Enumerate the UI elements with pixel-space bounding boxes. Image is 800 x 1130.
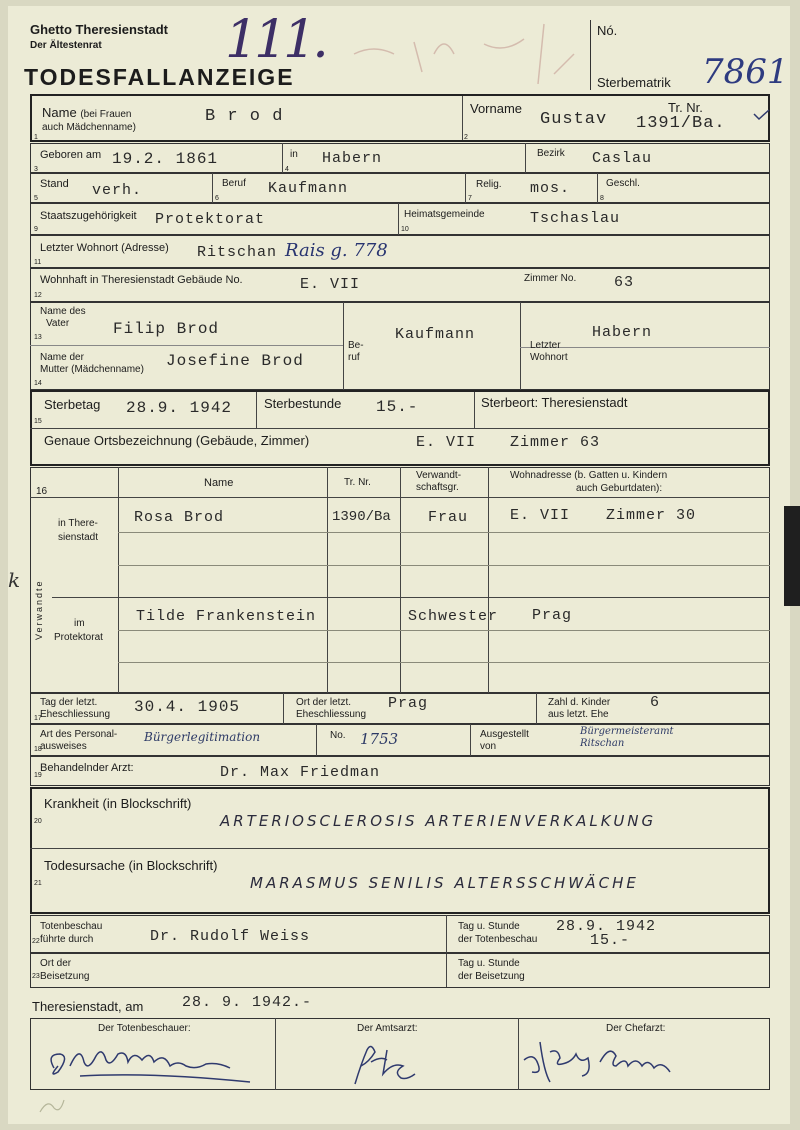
field-number-21: 21 — [34, 880, 42, 887]
ausweis-art-value: Bürgerlegitimation — [144, 730, 261, 744]
todesursache-label: Todesursache (in Blockschrift) — [44, 858, 218, 873]
name-label-note: auch Mädchenname) — [42, 122, 136, 133]
col-addr-header: Wohnadresse (b. Gatten u. Kindern — [510, 470, 668, 481]
totenbeschau-stunde-value: 15.- — [590, 932, 631, 949]
parents-beruf-label: Be- — [348, 340, 364, 351]
field-number-6: 6 — [215, 195, 219, 202]
ort-datum-label: Theresienstadt, am — [32, 999, 144, 1014]
field-number-4: 4 — [285, 166, 289, 173]
zimmer-label: Zimmer No. — [524, 273, 577, 284]
field-number-8: 8 — [600, 195, 604, 202]
geboren-value: 19.2. 1861 — [112, 150, 219, 168]
wohnort-typed: Ritschan — [197, 244, 278, 261]
birthplace-value: Habern — [322, 150, 383, 167]
totenbeschau-tag-value: 28.9. 1942 — [556, 918, 657, 935]
heimat-value: Tschaslau — [530, 210, 621, 227]
sig-chefarzt-label: Der Chefarzt: — [606, 1023, 666, 1034]
bezirk-value: Caslau — [592, 150, 653, 167]
trnr-value: 1391/Ba. — [636, 114, 726, 133]
krankheit-label: Krankheit (in Blockschrift) — [44, 796, 192, 811]
gebaeude-value: E. VII — [300, 276, 361, 293]
kinder-value: 6 — [650, 694, 661, 711]
col-addr-header-2: auch Geburtdaten): — [576, 483, 663, 494]
field-number-2: 2 — [464, 134, 468, 141]
ausgestellt-label: Ausgestellt — [480, 729, 529, 740]
totenbeschau-tag-label-2: der Totenbeschau — [458, 934, 538, 945]
field-number-23: 23 — [32, 973, 40, 980]
field-number-7: 7 — [468, 195, 472, 202]
citizenship-row — [30, 203, 770, 235]
mutter-label-2: Mutter (Mädchenname) — [40, 364, 144, 375]
ehe-ort-label-2: Eheschliessung — [296, 709, 367, 720]
ort-datum-value: 28. 9. 1942.- — [182, 994, 313, 1011]
todesursache-value: MARASMUS SENILIS ALTERSSCHWÄCHE — [250, 874, 639, 892]
faint-stamp — [344, 14, 584, 84]
doctor-row — [30, 756, 770, 786]
field-number-12: 12 — [34, 292, 42, 299]
relative-1-addr-room: Zimmer 30 — [606, 507, 697, 524]
trnr-label: Tr. Nr. — [668, 100, 703, 115]
parents-block — [30, 302, 770, 390]
ehe-tag-value: 30.4. 1905 — [134, 698, 241, 716]
vater-label: Name des — [40, 306, 86, 317]
relative-2-name: Tilde Frankenstein — [136, 608, 317, 625]
totenbeschau-label-2: führte durch — [40, 934, 94, 945]
field-number-10: 10 — [401, 226, 409, 233]
inspection-row — [30, 915, 770, 953]
col-verw-header-2: schaftsgr. — [416, 482, 459, 493]
parents-beruf-label-2: ruf — [348, 352, 360, 363]
ehe-ort-value: Prag — [388, 695, 429, 712]
letzter-wohnort-label: Letzter — [530, 340, 561, 351]
header-org-sub: Der Ältestenrat — [30, 40, 102, 51]
group-theresienstadt: in There- — [58, 518, 98, 529]
geboren-label: Geboren am — [40, 149, 102, 161]
relative-1-addr-building: E. VII — [510, 507, 571, 524]
group-protektorat: im — [74, 618, 85, 629]
wohnhaft-label: Wohnhaft in Theresienstadt Gebäude No. — [40, 274, 243, 286]
mutter-label: Name der — [40, 352, 84, 363]
field-number-11: 11 — [34, 259, 42, 266]
relative-1-trnr: 1390/Ba — [332, 509, 391, 525]
relative-1-verw: Frau — [428, 509, 469, 526]
field-number-17: 17 — [34, 715, 42, 722]
no-label: Nó. — [597, 23, 618, 38]
field-number-19: 19 — [34, 772, 42, 779]
signature-chefarzt — [520, 1032, 690, 1092]
krankheit-value: ARTERIOSCLEROSIS ARTERIENVERKALKUNG — [220, 812, 657, 830]
relative-2-verw: Schwester — [408, 608, 499, 625]
relative-1-name: Rosa Brod — [134, 509, 225, 526]
signature-totenbeschauer — [40, 1040, 270, 1090]
ehe-tag-label: Tag der letzt. — [40, 697, 98, 708]
vater-label-2: Vater — [46, 318, 70, 329]
field-number-3: 3 — [34, 166, 38, 173]
beruf-value: Kaufmann — [268, 180, 349, 197]
field-number-9: 9 — [34, 226, 38, 233]
staat-label: Staatszugehörigkeit — [40, 210, 137, 222]
totenbeschau-tag-label: Tag u. Stunde — [458, 921, 520, 932]
bezirk-label: Bezirk — [537, 148, 565, 159]
field-number-13: 13 — [34, 334, 42, 341]
in-label: in — [290, 149, 298, 160]
ausgestellt-value: Bürgermeisteramt Ritschan — [580, 726, 674, 749]
beisetzung-tag-label: Tag u. Stunde — [458, 958, 520, 969]
beisetzung-ort-label: Ort der — [40, 958, 72, 969]
ausweis-no-value: 1753 — [360, 730, 399, 748]
sterbetag-label: Sterbetag — [44, 397, 101, 412]
totenbeschau-arzt-value: Dr. Rudolf Weiss — [150, 928, 311, 945]
sterbematrik-label: Sterbematrik — [597, 75, 671, 90]
heimat-label: Heimatsgemeinde — [404, 209, 485, 220]
wohnort-handwritten: Rais g. 778 — [285, 240, 388, 261]
sterbematrik-number: 7861 — [702, 52, 789, 92]
vorname-value: Gustav — [540, 110, 608, 129]
ausweis-art-label: Art des Personal- — [40, 729, 118, 740]
field-number-18: 18 — [34, 746, 42, 753]
col-trnr-header: Tr. Nr. — [344, 477, 371, 488]
ehe-ort-label: Ort der letzt. — [296, 697, 352, 708]
ortsbezeichnung-label: Genaue Ortsbezeichnung (Gebäude, Zimmer) — [44, 433, 310, 448]
col-verw-header: Verwandt- — [416, 470, 462, 481]
mutter-value: Josefine Brod — [166, 352, 304, 370]
field-number-15: 15 — [34, 418, 42, 425]
name-label: Name (bei Frauen — [42, 105, 132, 120]
ausweis-no-label: No. — [330, 730, 346, 741]
stand-label: Stand — [40, 178, 69, 190]
ort-gebaeude-value: E. VII — [416, 434, 477, 451]
ehe-tag-label-2: Eheschliessung — [40, 709, 111, 720]
kinder-label-2: aus letzt. Ehe — [548, 709, 609, 720]
ausgestellt-label-2: von — [480, 741, 497, 752]
surname-value: B r o d — [205, 107, 284, 126]
field-number-14: 14 — [34, 380, 42, 387]
sterbestunde-label: Sterbestunde — [264, 396, 342, 411]
form-title: TODESFALLANZEIGE — [24, 64, 295, 90]
group-theresienstadt-2: sienstadt — [58, 532, 99, 543]
sig-totenbeschauer-label: Der Totenbeschauer: — [98, 1023, 191, 1034]
relig-value: mos. — [530, 180, 571, 197]
geschl-label: Geschl. — [606, 178, 640, 189]
arzt-label: Behandelnder Arzt: — [40, 762, 134, 774]
stamp-number: 111. — [225, 10, 325, 70]
verwandte-side-label: Verwandte — [34, 579, 44, 640]
beruf-label: Beruf — [222, 178, 246, 189]
corner-mark — [36, 1092, 66, 1122]
arzt-value: Dr. Max Friedman — [220, 764, 381, 781]
letzter-wohnort-value: Habern — [592, 324, 653, 341]
relatives-number: 16 — [36, 486, 48, 497]
sterbeort-label: Sterbeort: Theresienstadt — [481, 395, 628, 410]
zimmer-value: 63 — [614, 274, 635, 291]
margin-mark: k — [8, 568, 21, 592]
field-number-22: 22 — [32, 938, 40, 945]
field-number-1: 1 — [34, 134, 38, 141]
vorname-label: Vorname — [470, 101, 523, 116]
field-number-5: 5 — [34, 195, 38, 202]
wohnort-label: Letzter Wohnort (Adresse) — [40, 242, 169, 254]
beisetzung-ort-label-2: Beisetzung — [40, 971, 90, 982]
header-org: Ghetto Theresienstadt — [30, 22, 168, 37]
check-mark — [752, 108, 772, 127]
signature-amtsarzt — [335, 1040, 455, 1095]
burial-row — [30, 953, 770, 988]
relative-2-addr: Prag — [532, 607, 573, 624]
sterbestunde-value: 15.- — [376, 398, 419, 416]
group-protektorat-2: Protektorat — [54, 632, 103, 643]
col-name-header: Name — [204, 477, 234, 489]
ausweis-art-label-2: ausweises — [40, 741, 87, 752]
totenbeschau-label: Totenbeschau — [40, 921, 103, 932]
stand-value: verh. — [92, 182, 143, 199]
ort-zimmer-value: Zimmer 63 — [510, 434, 601, 451]
relig-label: Relig. — [476, 179, 502, 190]
beisetzung-tag-label-2: der Beisetzung — [458, 971, 525, 982]
vater-value: Filip Brod — [113, 320, 220, 338]
parents-beruf-value: Kaufmann — [395, 326, 476, 343]
field-number-20: 20 — [34, 818, 42, 825]
sterbetag-value: 28.9. 1942 — [126, 399, 233, 417]
page-edge-shadow — [784, 506, 800, 606]
sig-amtsarzt-label: Der Amtsarzt: — [357, 1023, 418, 1034]
staat-value: Protektorat — [155, 211, 266, 228]
kinder-label: Zahl d. Kinder — [548, 697, 611, 708]
letzter-wohnort-label-2: Wohnort — [530, 352, 568, 363]
